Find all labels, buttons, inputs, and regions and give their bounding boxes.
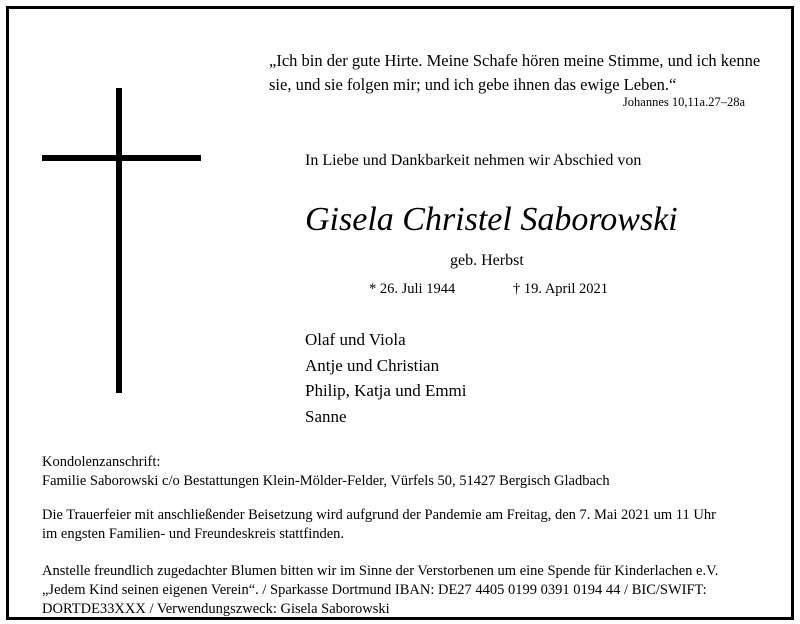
farewell-intro: In Liebe und Dankbarkeit nehmen wir Abschied von bbox=[305, 152, 642, 169]
service-line: Die Trauerfeier mit anschließender Beisetzung wird aufgrund der Pandemie am Freitag, den 7. Mai 2021 um 11 Uhr bbox=[42, 507, 716, 523]
obituary-frame bbox=[6, 6, 794, 620]
cross-icon-bar bbox=[42, 155, 201, 161]
verse-line: sie, und sie folgen mir; und ich gebe ihnen das ewige Leben.“ bbox=[269, 75, 677, 94]
mourner-name: Olaf und Viola bbox=[305, 330, 406, 349]
deceased-name: Gisela Christel Saborowski bbox=[305, 201, 678, 238]
donation-line: Anstelle freundlich zugedachter Blumen bitten wir im Sinne der Verstorbenen um eine Spende für Kinderlachen e.V. bbox=[42, 563, 719, 579]
condolence-address: Familie Saborowski c/o Bestattungen Klein-Mölder-Felder, Vürfels 50, 51427 Bergisch Gladbach bbox=[42, 473, 610, 489]
donation-line: DORTDE33XXX / Verwendungszweck: Gisela Saborowski bbox=[42, 601, 390, 617]
verse-reference: Johannes 10,11a.27–28a bbox=[622, 95, 745, 109]
mourner-name: Antje und Christian bbox=[305, 355, 440, 375]
birth-date: * 26. Juli 1944 bbox=[369, 281, 456, 297]
mourners-list bbox=[305, 327, 467, 429]
service-line: im engsten Familien- und Freundeskreis stattfinden. bbox=[42, 526, 345, 542]
mourner-name: Philip, Katja und Emmi bbox=[305, 381, 467, 400]
cross-icon bbox=[116, 88, 122, 393]
mourner-name: Sanne bbox=[305, 406, 347, 426]
condolence-label: Kondolenzanschrift: bbox=[42, 454, 161, 470]
death-date: † 19. April 2021 bbox=[513, 281, 609, 297]
maiden-name: geb. Herbst bbox=[450, 252, 524, 269]
verse-line: „Ich bin der gute Hirte. Meine Schafe hören meine Stimme, und ich kenne bbox=[269, 51, 761, 70]
donation-info bbox=[42, 562, 718, 619]
bible-verse bbox=[269, 49, 760, 97]
funeral-service-info bbox=[42, 506, 716, 544]
donation-line: „Jedem Kind seinen eigenen Verein“. / Sparkasse Dortmund IBAN: DE27 4405 0199 0391 0194 44 / BIC/SWIFT: bbox=[42, 582, 707, 598]
